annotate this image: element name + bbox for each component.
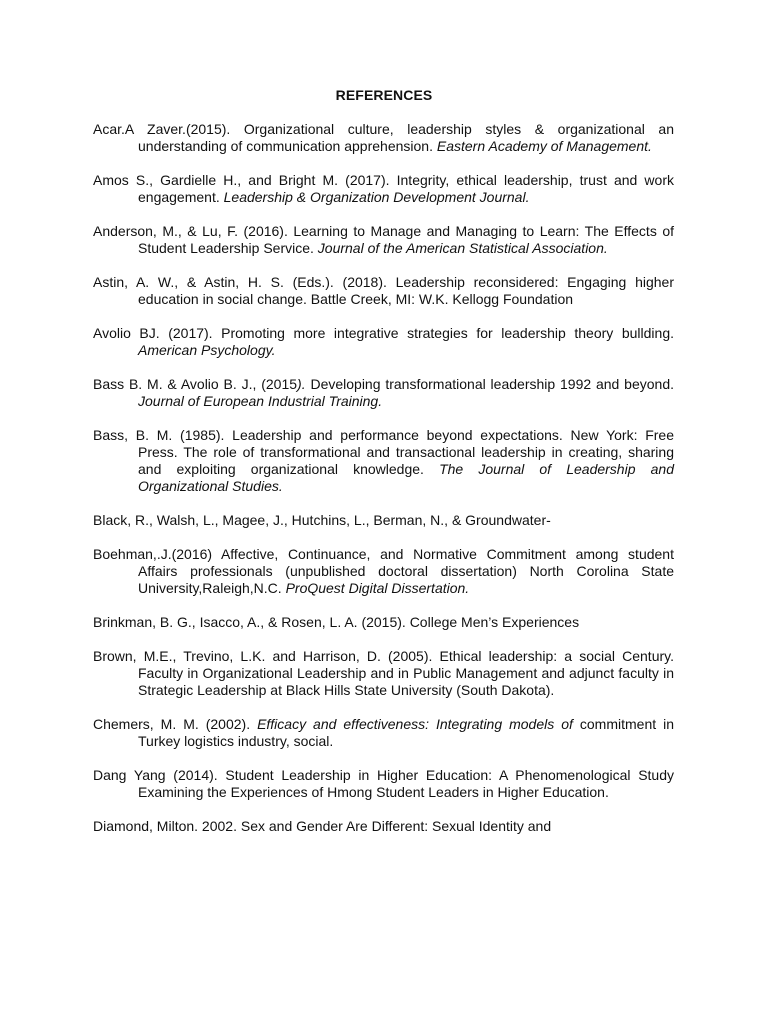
reference-text: Bass B. M. & Avolio B. J., (2015 — [93, 376, 298, 392]
reference-text: Chemers, M. M. (2002). — [93, 716, 258, 732]
reference-source: Journal of European Industrial Training. — [138, 393, 383, 409]
reference-entry — [93, 172, 674, 206]
reference-text: Black, R., Walsh, L., Magee, J., Hutchins, L., Berman, N., & Groundwater- — [93, 512, 551, 528]
reference-entry — [93, 546, 674, 597]
reference-text: Bass, B. M. (1985). Leadership and performance beyond expectations. New York: Free Press. The role of transformational and transactional leadership in creating, sharing and exploiting organizational knowledge. — [93, 427, 674, 477]
reference-text: Anderson, M., & Lu, F. (2016). Learning to Manage and Managing to Learn: The Effects of Student Leadership Service. — [93, 223, 674, 256]
reference-text-tail: Developing transformational leadership 1992 and beyond. — [310, 376, 674, 392]
reference-entry — [93, 376, 674, 410]
reference-entry — [93, 325, 674, 359]
reference-text: Avolio BJ. (2017). Promoting more integrative strategies for leadership theory bullding. — [93, 325, 674, 341]
reference-source: Leadership & Organization Development Journal. — [223, 189, 530, 205]
reference-text: Diamond, Milton. 2002. Sex and Gender Are Different: Sexual Identity and — [93, 818, 552, 834]
reference-source: Efficacy and effectiveness: Integrating models of — [257, 716, 573, 732]
reference-entry — [93, 648, 674, 699]
reference-entry — [93, 121, 674, 155]
reference-entry — [93, 274, 674, 308]
reference-text: Amos S., Gardielle H., and Bright M. (2017). Integrity, ethical leadership, trust and work engagement. — [93, 172, 674, 205]
reference-text-tail: commitment in Turkey logistics industry, social. — [138, 716, 674, 749]
reference-text: Astin, A. W., & Astin, H. S. (Eds.). (2018). Leadership reconsidered: Engaging higher education in social change. Battle Creek, MI: W.K. Kellogg Foundation — [93, 274, 674, 307]
reference-text: Dang Yang (2014). Student Leadership in Higher Education: A Phenomenological Study Examining the Experiences of Hmong Student Leaders in Higher Education. — [93, 767, 674, 800]
reference-entry — [93, 614, 674, 631]
reference-source: ProQuest Digital Dissertation. — [285, 580, 470, 596]
reference-source: Journal of the American Statistical Association. — [317, 240, 608, 256]
reference-list — [93, 121, 674, 852]
reference-entry — [93, 767, 674, 801]
reference-text: Brinkman, B. G., Isacco, A., & Rosen, L. A. (2015). College Men’s Experiences — [93, 614, 580, 630]
reference-source: ). — [297, 376, 311, 392]
reference-entry — [93, 223, 674, 257]
reference-source: The Journal of Leadership and Organizational Studies. — [138, 461, 674, 494]
reference-source: Eastern Academy of Management. — [436, 138, 652, 154]
reference-text: Acar.A Zaver.(2015). Organizational culture, leadership styles & organizational an understanding of communication apprehension. — [93, 121, 674, 154]
reference-text: Brown, M.E., Trevino, L.K. and Harrison, D. (2005). Ethical leadership: a social Century. Faculty in Organizational Leadership and in Public Management and adjunct faculty in Strategic Leadership at Black Hills State University (South Dakota). — [93, 648, 674, 698]
reference-text: Boehman,.J.(2016) Affective, Continuance, and Normative Commitment among student Affairs professionals (unpublished doctoral dissertation) North Corolina State University,Raleigh,N.C. — [93, 546, 674, 596]
reference-entry — [93, 818, 674, 835]
reference-entry — [93, 427, 674, 495]
page-title: REFERENCES — [335, 87, 433, 103]
reference-entry — [93, 716, 674, 750]
reference-source: American Psychology. — [138, 342, 276, 358]
reference-entry — [93, 512, 674, 529]
